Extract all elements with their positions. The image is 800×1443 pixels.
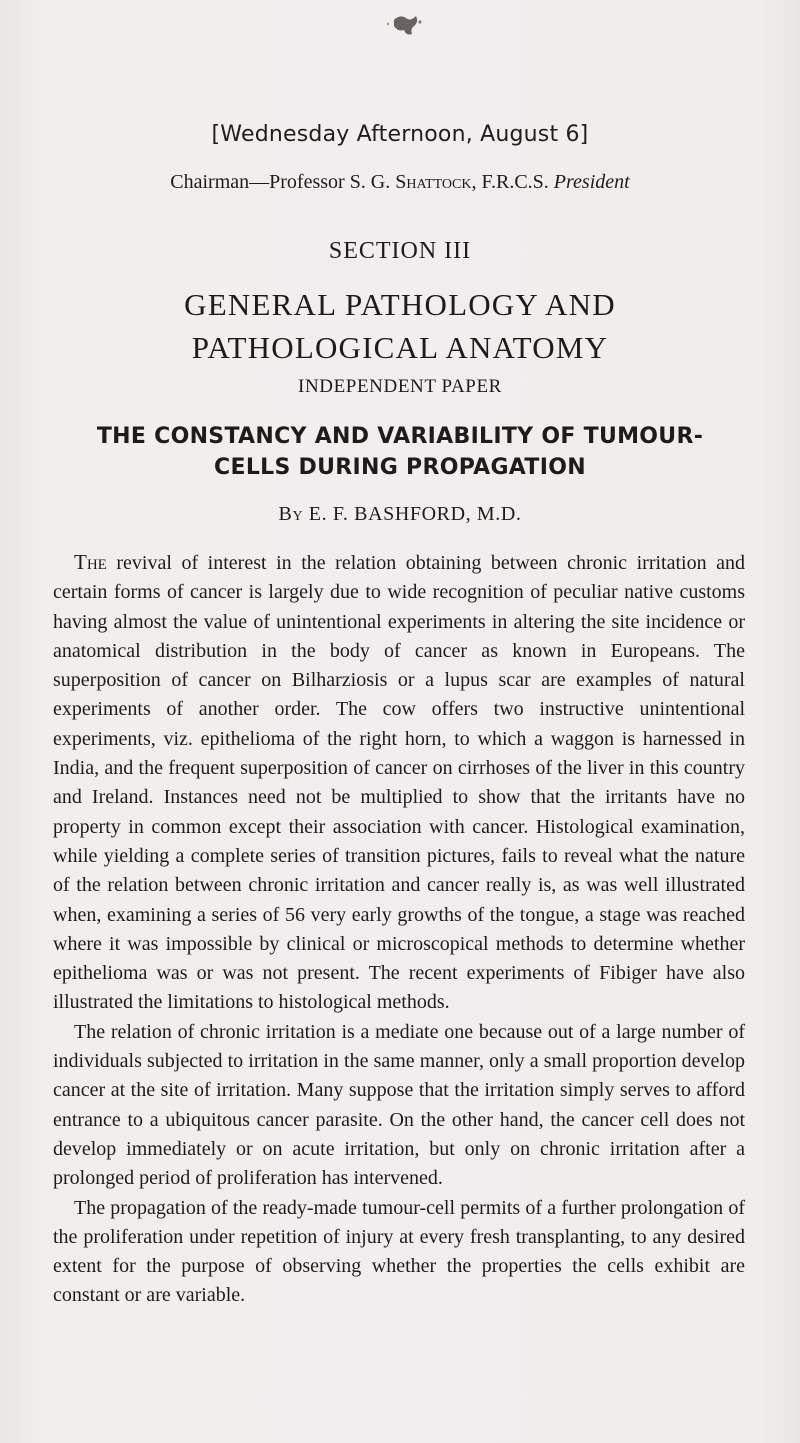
paper-title-line2: CELLS DURING PROPAGATION xyxy=(214,455,586,480)
paragraph-1-text: revival of interest in the relation obtaining between chronic irritation and certain forms of cancer is largely due to wide recognition of peculiar native customs having almost the value of unintentional experiments in altering the site incidence or anatomical distribution in the body of cancer as known in Europeans. The superposition of cancer on Bilharziosis or a lupus scar are examples of natural experiments of another order. The cow offers two instructive unintentional experiments, viz. epithelioma of the right horn, to which a waggon is harnessed in India, and the frequent superposition of cancer on cirrhoses of the liver in this country and Ireland. Instances need not be multiplied to show that the irritants have no property in common except their association with cancer. Histological examination, while yielding a complete series of transition pictures, fails to reveal what the nature of the relation between chronic irritation and cancer really is, as was well illustrated when, examining a series of 56 very early growths of the tongue, a stage was reached where it was impossible by clinical or microscopical methods to determine whether epithelioma was or was not present. The recent experiments of Fibiger have also illustrated the limitations to histological methods. xyxy=(53,552,746,1014)
chairman-prefix: Chairman—Professor xyxy=(170,171,345,193)
ink-mark-icon xyxy=(376,0,436,50)
byline-author: E. F. BASHFORD, M.D. xyxy=(308,503,522,525)
section-title-line1: GENERAL PATHOLOGY AND xyxy=(184,287,616,322)
section-number: SECTION III xyxy=(328,238,472,264)
chairman-line xyxy=(0,171,800,194)
paragraph-1-lead: The xyxy=(74,550,107,574)
byline xyxy=(0,503,800,526)
chairman-role: President xyxy=(553,171,630,193)
paper-title-line1: THE CONSTANCY AND VARIABILITY OF TUMOUR- xyxy=(96,424,704,449)
chairman-suffix: F.R.C.S. xyxy=(481,171,549,193)
paper-type: INDEPENDENT PAPER xyxy=(298,376,502,397)
section-title-line2: PATHOLOGICAL ANATOMY xyxy=(191,330,609,365)
body-text xyxy=(53,548,745,1311)
paragraph-2: The relation of chronic irritation is a mediate one because out of a large number of individuals subjected to irritation in the same manner, only a small proportion develop cancer at the site of irritation. Many suppose that the irritation simply serves to afford entrance to a ubiquitous cancer parasite. On the other hand, the cancer cell does not develop immediately or on acute irritation, but only on chronic irritation after a prolonged period of proliferation has intervened. xyxy=(53,1020,745,1190)
chairman-name: S. G. Shattock, xyxy=(349,171,477,193)
byline-by: By xyxy=(278,503,304,525)
paragraph-3: The propagation of the ready-made tumour-cell permits of a further prolongation of the proliferation under repetition of injury at every fresh transplanting, to any desired extent for the purpose of observing whether the properties the cells exhibit are constant or are variable. xyxy=(53,1196,745,1307)
paragraph-1 xyxy=(53,548,745,1018)
session-heading: [Wednesday Afternoon, August 6] xyxy=(211,122,589,147)
